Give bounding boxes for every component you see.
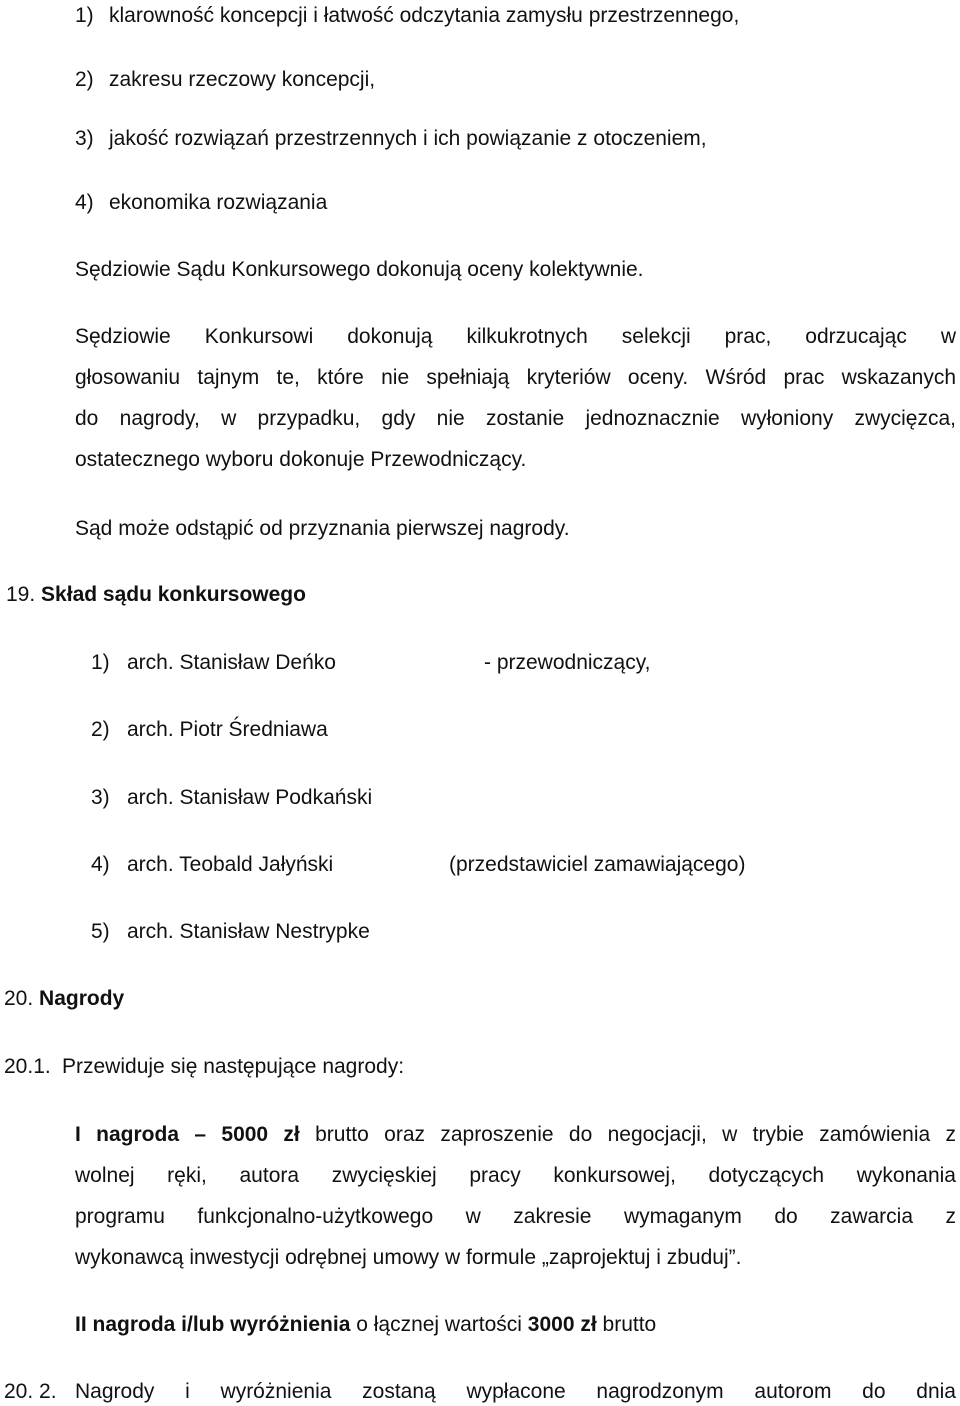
prize-2-mid: o łącznej wartości (356, 1313, 522, 1336)
subsection-text: Przewiduje się następujące nagrody: (62, 1055, 405, 1078)
list-text: zakresu rzeczowy koncepcji, (109, 68, 376, 91)
subsection-20-2 (4, 1379, 57, 1405)
list-text: ekonomika rozwiązania (109, 191, 328, 214)
prize-2-amount: 3000 zł (527, 1313, 597, 1336)
subsection-number: 20. 2. (4, 1380, 57, 1403)
list-number: 2) (75, 68, 94, 91)
criteria-item-1 (75, 3, 740, 29)
section-19-heading (6, 582, 306, 608)
subsection-20-2-text: Nagrody i wyróżnienia zostaną wypłacone nagrodzonym autorom do dnia (75, 1380, 956, 1403)
prize-2-tail: brutto (602, 1313, 657, 1336)
jury-number: 1) (91, 651, 110, 674)
jury-number: 5) (91, 920, 110, 943)
jury-name: arch. Stanisław Nestrypke (127, 920, 370, 943)
jury-member-5 (91, 919, 370, 945)
section-title: Nagrody (39, 987, 125, 1010)
section-20-heading (4, 986, 124, 1012)
subsection-number: 20.1. (4, 1055, 51, 1078)
jury-name: arch. Stanisław Deńko (127, 651, 336, 674)
jury-member-3 (91, 785, 373, 811)
list-number: 3) (75, 127, 94, 150)
prize-1-dash: – (194, 1123, 207, 1146)
prize-1-line-3: programu funkcjonalno-użytkowego w zakresie wymaganym do zawarcia z (75, 1205, 956, 1228)
prize-1-line-1 (75, 1122, 956, 1148)
paragraph-selection-line-1: Sędziowie Konkursowi dokonują kilkukrotnych selekcji prac, odrzucając w (75, 325, 956, 348)
prize-1-description: brutto oraz zaproszenie do negocjacji, w trybie zamówienia z (315, 1123, 957, 1146)
subsection-20-1 (4, 1054, 405, 1080)
criteria-item-3 (75, 126, 707, 152)
section-title: Skład sądu konkursowego (41, 583, 306, 606)
prize-2-label: II nagroda i/lub wyróżnienia (75, 1313, 351, 1336)
list-number: 4) (75, 191, 94, 214)
prize-1-label: I nagroda (75, 1123, 180, 1146)
paragraph-selection-line-2: głosowaniu tajnym te, które nie spełniają kryteriów oceny. Wśród prac wskazanych (75, 366, 956, 389)
jury-role: - przewodniczący, (484, 651, 651, 674)
jury-member-2 (91, 717, 328, 743)
section-number: 20. (4, 987, 34, 1010)
jury-role: (przedstawiciel zamawiającego) (449, 853, 746, 876)
jury-number: 2) (91, 718, 110, 741)
jury-name: arch. Stanisław Podkański (127, 786, 373, 809)
jury-name: arch. Teobald Jałyński (127, 853, 334, 876)
list-number: 1) (75, 4, 94, 27)
criteria-item-4 (75, 190, 328, 216)
paragraph-collective: Sędziowie Sądu Konkursowego dokonują oceny kolektywnie. (75, 258, 644, 281)
jury-member-1 (91, 650, 651, 676)
paragraph-selection-line-3: do nagrody, w przypadku, gdy nie zostanie jednoznacznie wyłoniony zwycięzca, (75, 407, 956, 430)
prize-1-amount: 5000 zł (221, 1123, 300, 1146)
paragraph-selection-line-4: ostatecznego wyboru dokonuje Przewodniczący. (75, 448, 527, 471)
paragraph-court: Sąd może odstąpić od przyznania pierwszej nagrody. (75, 517, 570, 540)
jury-number: 4) (91, 853, 110, 876)
list-text: jakość rozwiązań przestrzennych i ich powiązanie z otoczeniem, (109, 127, 707, 150)
prize-2-line (75, 1312, 656, 1338)
jury-name: arch. Piotr Średniawa (127, 718, 328, 741)
jury-member-4 (91, 852, 746, 878)
prize-1-line-2: wolnej ręki, autora zwycięskiej pracy konkursowej, dotyczących wykonania (75, 1164, 956, 1187)
prize-1-line-4: wykonawcą inwestycji odrębnej umowy w formule „zaprojektuj i zbuduj”. (75, 1246, 742, 1269)
section-number: 19. (6, 583, 36, 606)
criteria-item-2 (75, 67, 376, 93)
jury-number: 3) (91, 786, 110, 809)
list-text: klarowność koncepcji i łatwość odczytania zamysłu przestrzennego, (109, 4, 740, 27)
